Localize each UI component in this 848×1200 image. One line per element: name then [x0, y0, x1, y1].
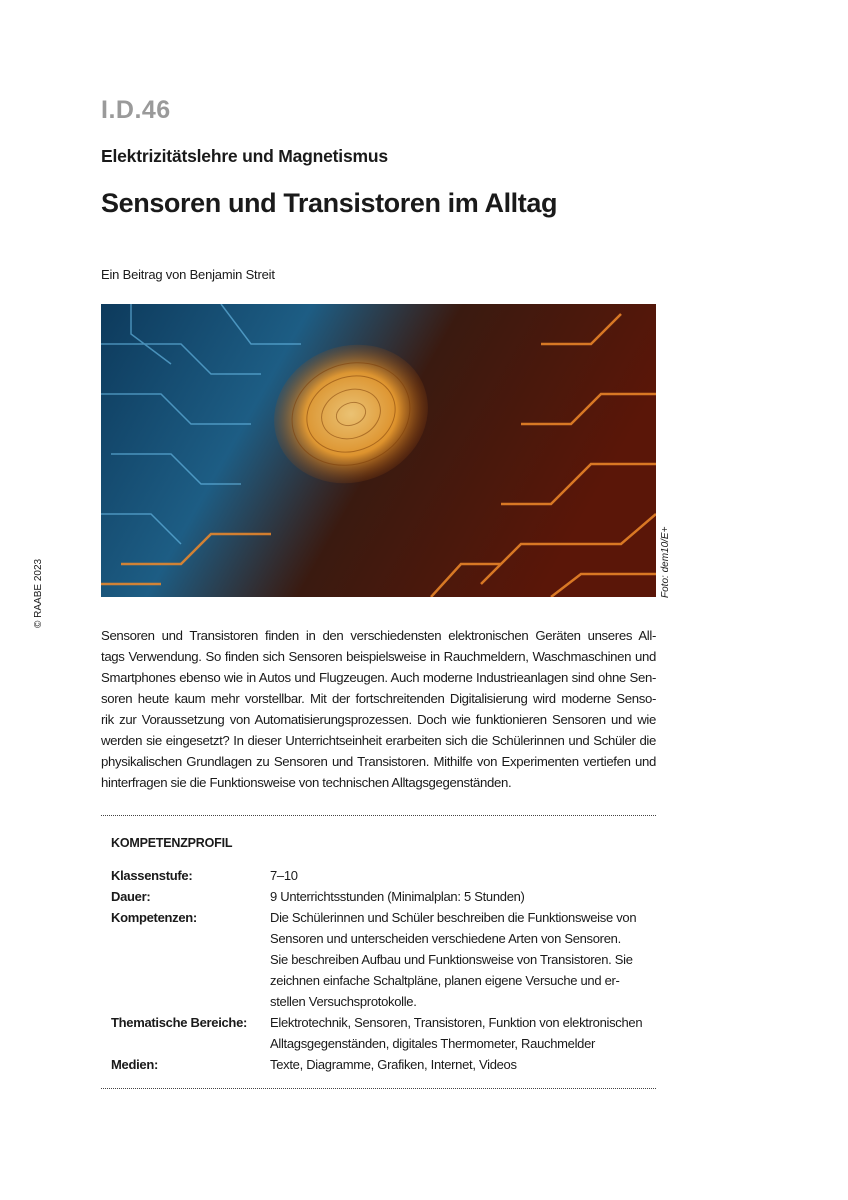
profile-value: [270, 886, 660, 907]
profile-value-line: Die Schülerinnen und Schüler beschreiben die Funktionsweise von: [270, 910, 637, 925]
author-line: Ein Beitrag von Benjamin Streit: [101, 267, 275, 282]
profile-row: [111, 907, 660, 1012]
profile-title: KOMPETENZPROFIL: [111, 836, 233, 850]
copyright-note: © RAABE 2023: [33, 558, 44, 628]
page-title: Sensoren und Transistoren im Alltag: [101, 188, 558, 218]
profile-label: Klassenstufe:: [111, 868, 193, 883]
intro-line: werden sie eingesetzt? In dieser Unterrichtseinheit erarbeiten sich die Schülerinnen und Schüler die: [101, 733, 656, 748]
photo-credit: Foto: dem10/E+: [660, 526, 671, 598]
divider-top: [101, 815, 656, 816]
intro-line: rik zur Voraussetzung von Automatisierungsprozessen. Doch wie funktionieren Sensoren und wie: [101, 712, 656, 727]
profile-label: Thematische Bereiche:: [111, 1015, 248, 1030]
profile-value-line: stellen Versuchsprotokolle.: [270, 994, 417, 1009]
intro-line: soren heute kaum mehr vorstellbar. Mit der fortschreitenden Digitalisierung wird moderne Senso-: [101, 691, 656, 706]
intro-line: physikalischen Grundlagen zu Sensoren und Transistoren. Mithilfe von Experimenten vertiefen und: [101, 754, 656, 769]
profile-value-line: Alltagsgegenständen, digitales Thermometer, Rauchmelder: [270, 1036, 596, 1051]
intro-paragraph: [101, 625, 656, 793]
profile-row: [111, 1054, 660, 1075]
profile-row: [111, 1012, 660, 1054]
profile-value-line: Sensoren und unterscheiden verschiedene Arten von Sensoren.: [270, 931, 621, 946]
intro-line: Sensoren und Transistoren finden in den verschiedensten elektronischen Geräten unseres All-: [101, 628, 656, 643]
competence-profile: [111, 865, 660, 1075]
fingerprint-circuit-photo: [101, 304, 656, 597]
unit-code: I.D.46: [101, 96, 171, 124]
divider-bottom: [101, 1088, 656, 1089]
profile-value: [270, 865, 660, 886]
profile-value: [270, 907, 660, 1012]
profile-value: [270, 1012, 660, 1054]
profile-label: Kompetenzen:: [111, 910, 197, 925]
subject-heading: Elektrizitätslehre und Magnetismus: [101, 146, 388, 166]
profile-value-line: Elektrotechnik, Sensoren, Transistoren, Funktion von elektronischen: [270, 1015, 643, 1030]
profile-row: [111, 886, 660, 907]
profile-value: [270, 1054, 660, 1075]
profile-row: [111, 865, 660, 886]
intro-line: tags Verwendung. So finden sich Sensoren beispielsweise in Rauchmeldern, Waschmaschinen und: [101, 649, 656, 664]
intro-line: Smartphones ebenso wie in Autos und Flugzeugen. Auch moderne Industrieanlagen sind ohne Sen-: [101, 670, 656, 685]
profile-value-line: Texte, Diagramme, Grafiken, Internet, Videos: [270, 1057, 517, 1072]
profile-value-line: zeichnen einfache Schaltpläne, planen eigene Versuche und er-: [270, 973, 620, 988]
profile-value-line: Sie beschreiben Aufbau und Funktionsweise von Transistoren. Sie: [270, 952, 633, 967]
profile-value-line: 7–10: [270, 868, 298, 883]
intro-line: hinterfragen sie die Funktionsweise von technischen Alltagsgegenständen.: [101, 775, 512, 790]
profile-label: Medien:: [111, 1057, 159, 1072]
profile-label: Dauer:: [111, 889, 151, 904]
profile-value-line: 9 Unterrichtsstunden (Minimalplan: 5 Stunden): [270, 889, 525, 904]
